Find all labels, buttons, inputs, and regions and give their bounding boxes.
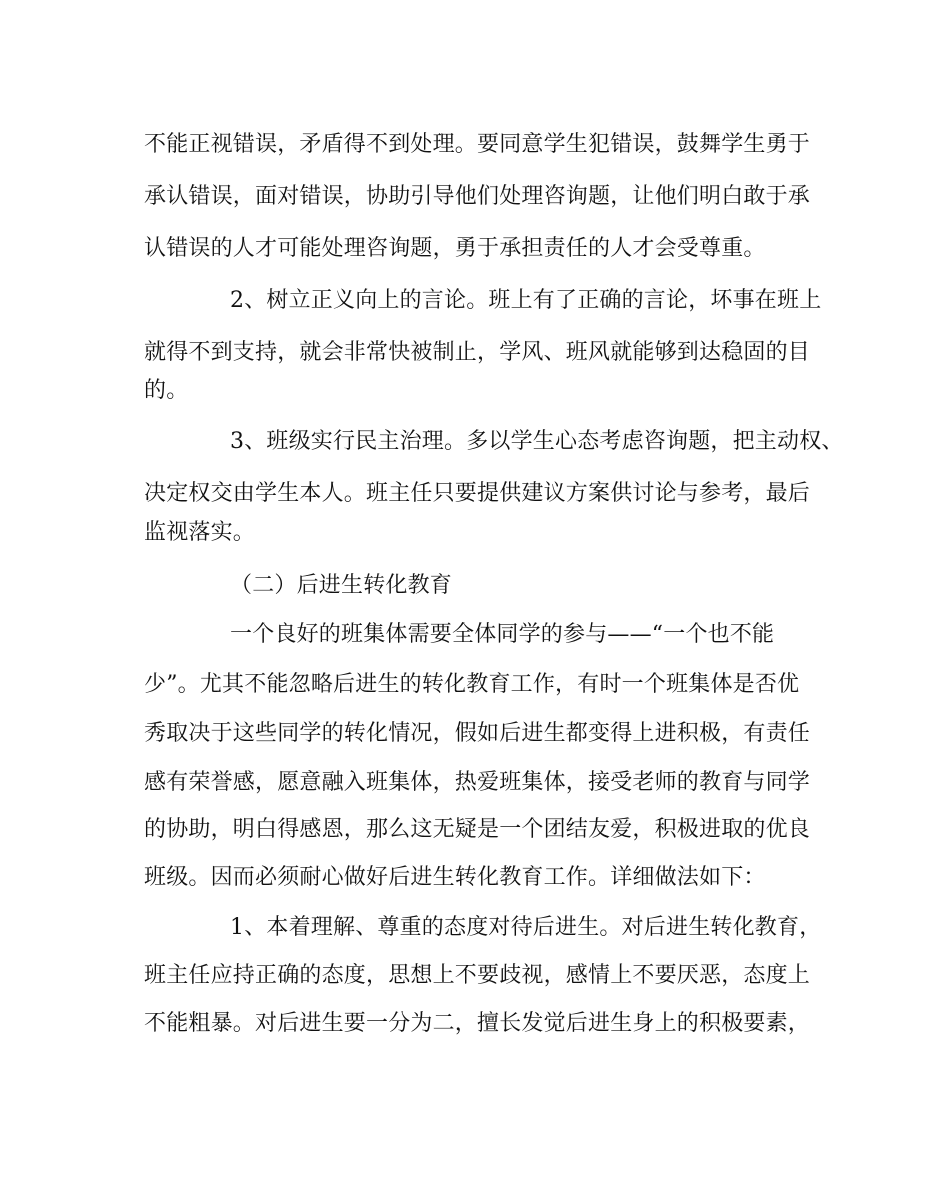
text-line: 决定权交由学生本人。班主任只要提供建议方案供讨论与参考，最后	[144, 481, 811, 506]
text-line: 感有荣誉感，愿意融入班集体，热爱班集体，接受老师的教育与同学	[144, 770, 811, 795]
text-line: 监视落实。	[144, 520, 256, 545]
text-line: 的协助，明白得感恩，那么这无疑是一个团结友爱，积极进取的优良	[144, 817, 811, 842]
text-line: 的。	[144, 378, 189, 403]
text-line: 班主任应持正确的态度，思想上不要歧视，感情上不要厌恶，态度上	[144, 963, 811, 988]
text-line: 秀取决于这些同学的转化情况，假如后进生都变得上进积极，有责任	[144, 721, 811, 746]
section-heading: （二）后进生转化教育	[230, 573, 453, 598]
text-line: 一个良好的班集体需要全体同学的参与——“一个也不能	[230, 622, 775, 647]
text-line: 不能粗暴。对后进生要一分为二，擅长发觉后进生身上的积极要素，	[144, 1011, 811, 1036]
text-line: 不能正视错误，矛盾得不到处理。要同意学生犯错误，鼓舞学生勇于	[144, 132, 811, 157]
text-line: 认错误的人才可能处理咨询题，勇于承担责任的人才会受尊重。	[144, 236, 766, 261]
text-line: 就得不到支持，就会非常快被制止，学风、班风就能够到达稳固的目	[144, 340, 811, 365]
text-line: 3、班级实行民主治理。多以学生心态考虑咨询题，把主动权、	[230, 429, 844, 454]
text-line: 班级。因而必须耐心做好后进生转化教育工作。详细做法如下：	[144, 865, 766, 890]
text-line: 2、树立正义向上的言论。班上有了正确的言论，坏事在班上	[230, 288, 822, 313]
text-line: 1、本着理解、尊重的态度对待后进生。对后进生转化教育，	[230, 915, 822, 940]
text-line: 承认错误，面对错误，协助引导他们处理咨询题，让他们明白敢于承	[144, 184, 811, 209]
text-line: 少”。尤其不能忽略后进生的转化教育工作，有时一个班集体是否优	[144, 672, 800, 697]
